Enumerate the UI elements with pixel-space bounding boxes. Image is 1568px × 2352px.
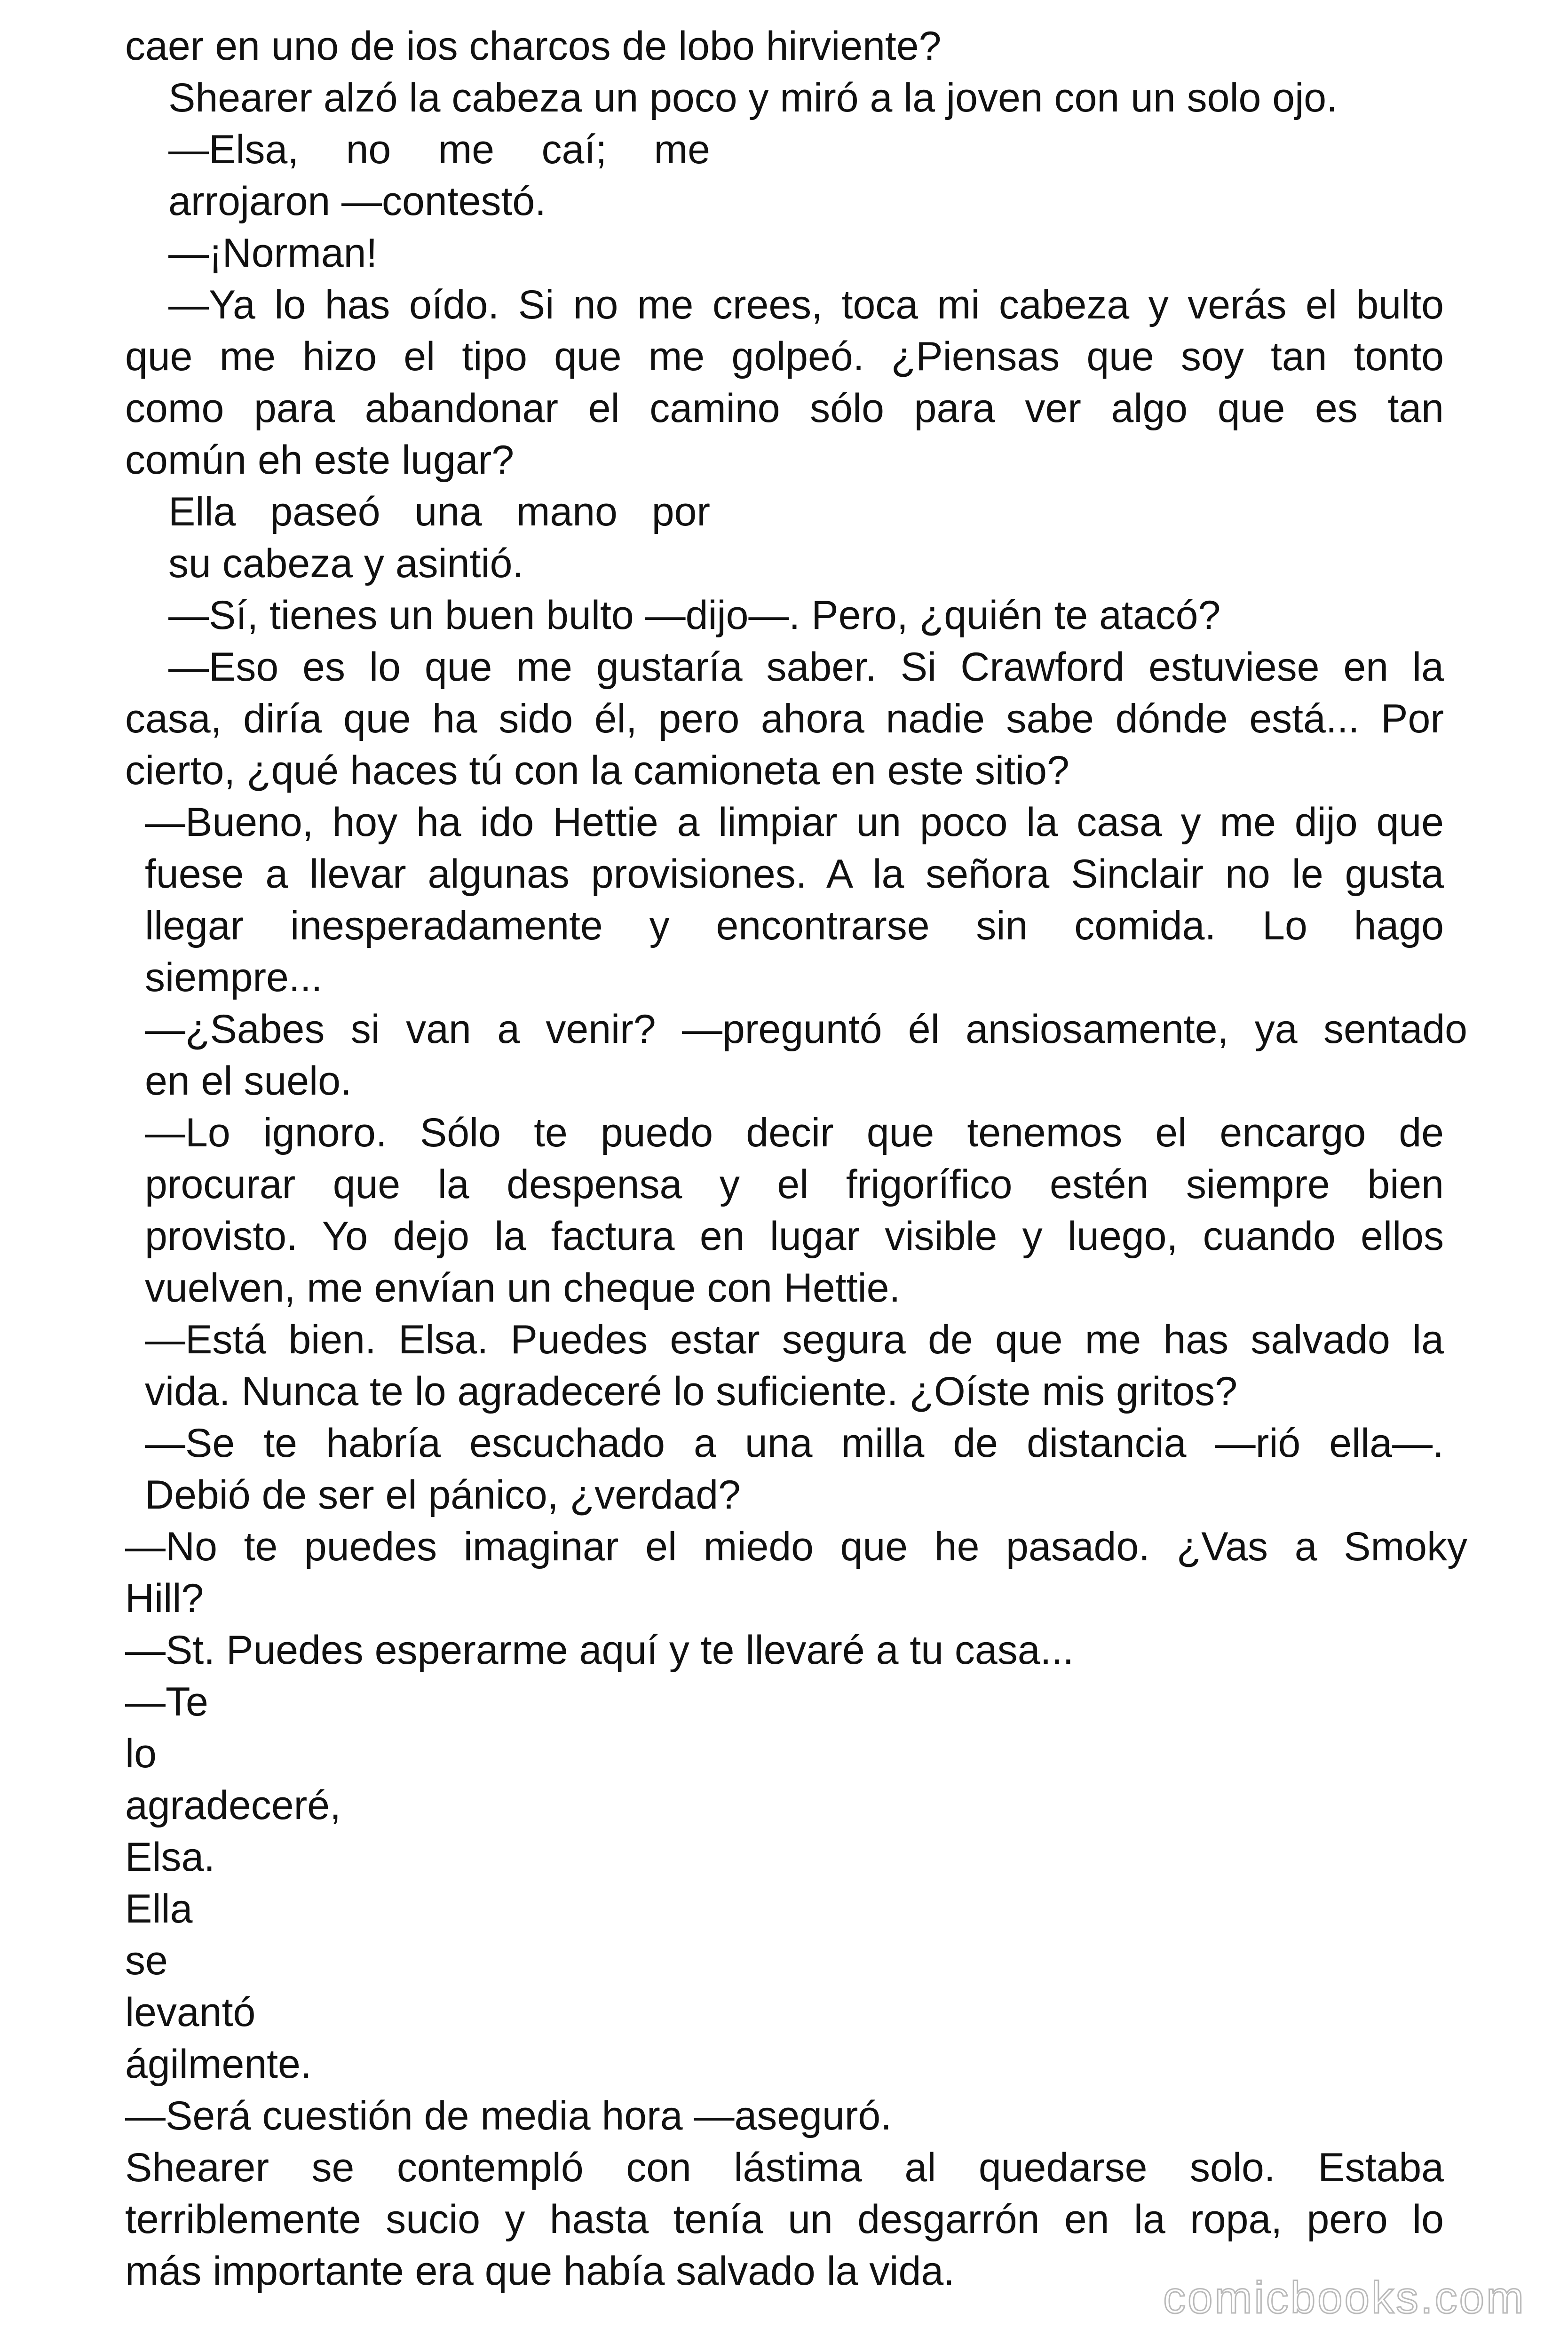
text-line: levantó (125, 1990, 256, 2035)
text-line: Shearer se contempló con lástima al quedarse solo. Estaba (125, 2145, 1444, 2190)
text-line: —No te puedes imaginar el miedo que he pasado. ¿Vas a Smoky (125, 1524, 1467, 1569)
text-line: Debió de ser el pánico, ¿verdad? (145, 1472, 741, 1518)
text-line: que me hizo el tipo que me golpeó. ¿Piensas que soy tan tonto (125, 334, 1444, 379)
text-line: —Bueno, hoy ha ido Hettie a limpiar un poco la casa y me dijo que (145, 800, 1444, 845)
text-line: más importante era que había salvado la vida. (125, 2249, 955, 2294)
text-line: arrojaron —contestó. (168, 179, 546, 224)
text-line: terriblemente sucio y hasta tenía un desgarrón en la ropa, pero lo (125, 2197, 1444, 2242)
text-line: siempre... (145, 955, 323, 1000)
text-line: —Será cuestión de media hora —aseguró. (125, 2093, 892, 2138)
text-line: —Elsa, no me caí; me (168, 127, 710, 172)
text-line: vida. Nunca te lo agradeceré lo suficiente. ¿Oíste mis gritos? (145, 1369, 1238, 1414)
text-line: cierto, ¿qué haces tú con la camioneta en este sitio? (125, 748, 1069, 793)
text-line: Elsa. (125, 1835, 215, 1880)
text-line: vuelven, me envían un cheque con Hettie. (145, 1265, 901, 1311)
text-line: —Lo ignoro. Sólo te puedo decir que tenemos el encargo de (145, 1110, 1444, 1155)
text-line: Hill? (125, 1576, 204, 1621)
watermark: comicbooks.com (1163, 2273, 1526, 2323)
text-line: —Está bien. Elsa. Puedes estar segura de que me has salvado la (145, 1317, 1444, 1362)
text-line: caer en uno de ios charcos de lobo hirviente? (125, 24, 942, 69)
text-line: —St. Puedes esperarme aquí y te llevaré a tu casa... (125, 1628, 1074, 1673)
text-line: —Ya lo has oído. Si no me crees, toca mi cabeza y verás el bulto (168, 282, 1444, 327)
text-line: —Sí, tienes un buen bulto —dijo—. Pero, ¿quién te atacó? (168, 593, 1221, 638)
text-line: agradeceré, (125, 1783, 341, 1828)
text-line: —¡Norman! (168, 230, 378, 276)
text-line: su cabeza y asintió. (168, 541, 524, 586)
text-line: —Te (125, 1679, 208, 1724)
text-line: Ella (125, 1886, 193, 1931)
text-line: se (125, 1938, 168, 1983)
text-line: lo (125, 1731, 157, 1776)
text-line: Shearer alzó la cabeza un poco y miró a la joven con un solo ojo. (168, 75, 1338, 120)
text-line: llegar inesperadamente y encontrarse sin comida. Lo hago (145, 903, 1444, 948)
text-line: procurar que la despensa y el frigorífico estén siempre bien (145, 1162, 1444, 1207)
text-line: —¿Sabes si van a venir? —preguntó él ansiosamente, ya sentado (145, 1007, 1467, 1052)
text-line: común eh este lugar? (125, 437, 515, 483)
text-line: —Eso es lo que me gustaría saber. Si Crawford estuviese en la (168, 644, 1444, 690)
text-line: provisto. Yo dejo la factura en lugar visible y luego, cuando ellos (145, 1214, 1444, 1259)
text-line: como para abandonar el camino sólo para ver algo que es tan (125, 386, 1444, 431)
text-line: casa, diría que ha sido él, pero ahora nadie sabe dónde está... Por (125, 696, 1444, 741)
text-line: fuese a llevar algunas provisiones. A la señora Sinclair no le gusta (145, 851, 1444, 897)
text-line: —Se te habría escuchado a una milla de distancia —rió ella—. (145, 1421, 1444, 1466)
text-line: ágilmente. (125, 2042, 312, 2087)
text-line: Ella paseó una mano por (168, 489, 710, 534)
text-line: en el suelo. (145, 1058, 352, 1104)
